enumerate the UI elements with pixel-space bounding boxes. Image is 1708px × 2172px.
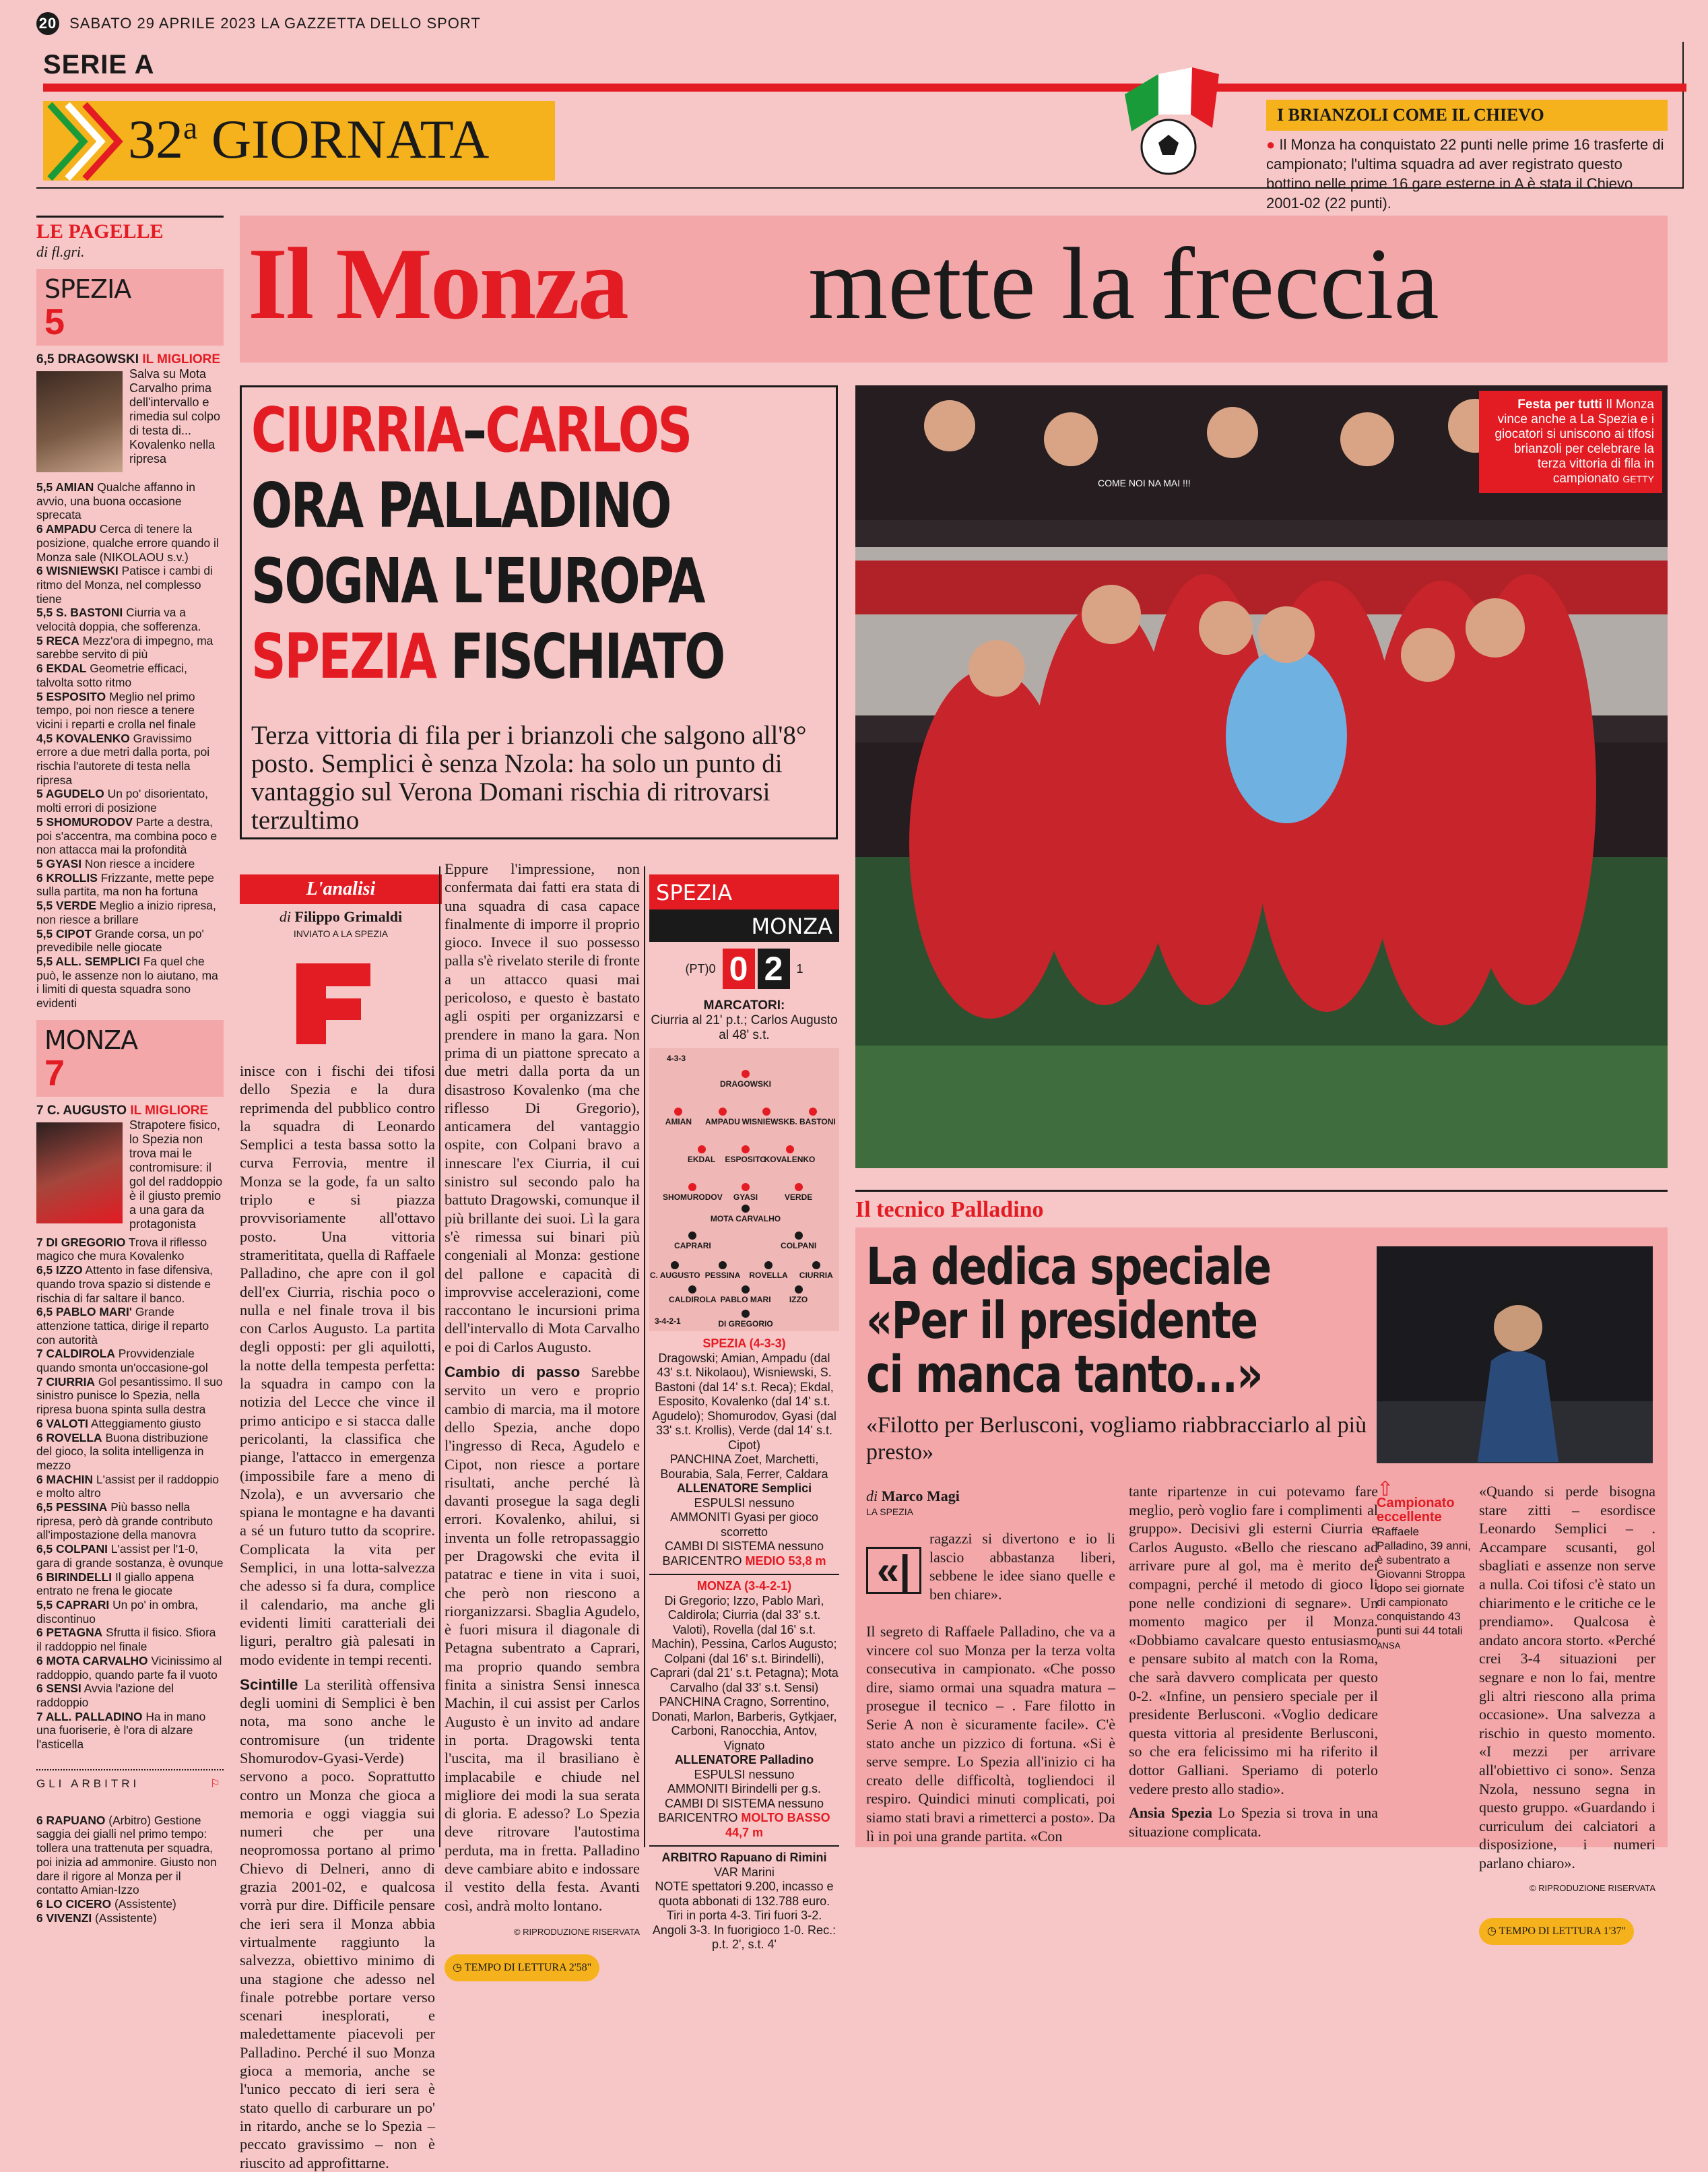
rating-item: 5 ESPOSITO Meglio nel primo tempo, poi non riesce a tenere vicini i reparti e crolla nel finale — [36, 689, 196, 731]
player-name: C. AUGUSTO — [649, 1271, 700, 1280]
player-name: PABLO MARI — [720, 1295, 771, 1304]
main-title-red: Il Monza — [248, 227, 627, 340]
analysis-label: L'analisi — [240, 874, 442, 904]
whistle-icon: ⚐ — [209, 1777, 224, 1790]
player-dot — [742, 1145, 750, 1153]
player-name: WISNIEWSKI — [742, 1117, 792, 1126]
player-name: AMPADU — [705, 1117, 740, 1126]
player-name: CIURRIA — [799, 1271, 833, 1280]
celebration-photo — [855, 385, 1668, 1168]
player-name: ESPOSITO — [725, 1155, 766, 1164]
player-photo — [36, 371, 123, 472]
clock-icon: ◷ — [453, 1962, 465, 1974]
headline-subtitle: Terza vittoria di fila per i brianzoli che salgono all'8° posto. Semplici è senza Nzola: ha solo un punto di vantaggio sul Verona Domani rischia di ritrovarsi terzultimo — [251, 721, 807, 835]
rating-item: 6 VIVENZI (Assistente) — [36, 1911, 157, 1925]
player-name: SHOMURODOV — [663, 1192, 723, 1202]
player-dot — [809, 1108, 817, 1116]
sidebar-box-title: I BRIANZOLI COME IL CHIEVO — [1266, 100, 1668, 131]
rating-item: 6 WISNIEWSKI Patisce i cambi di ritmo del Monza, nel complesso tiene — [36, 564, 213, 606]
column-rule — [439, 866, 440, 1847]
folio-text: SABATO 29 APRILE 2023 LA GAZZETTA DELLO SPORT — [69, 15, 481, 32]
team-name: SPEZIA — [44, 274, 131, 304]
rating-item: 5 SHOMURODOV Parte a destra, poi s'accentra, ma combina poco e non attacca mai la profondità — [36, 814, 218, 857]
coach-column-1b: Il segreto di Raffaele Palladino, che va a vincere col suo Monza per la terza volta consecutiva in campionato. «Che posso dire, siamo ormai una squadra matura – prosegue il tecnico – . Fare filotto in Serie A non è sicuramente facile». C'è stato anche un pizzico di fortuna. «Si è serve sempre. Lo Spezia all'inizio ci ha creato delle difficoltà, togliendoci il respiro. Quindici minuti complicati, poi siamo stati bravi a rimetterci a posto». Da lì in poi una grande partita. «Con — [866, 1623, 1115, 1845]
rating-item: 5,5 AMIAN Qualche affanno in avvio, una buona occasione sprecata — [36, 480, 195, 522]
headline-line-4: SPEZIA FISCHIATO — [251, 620, 724, 693]
pagelle-column — [36, 216, 224, 1925]
rating-item: 6 KROLLIS Frizzante, mette pepe sulla partita, ma non ha fortuna — [36, 870, 214, 899]
player-dot — [688, 1232, 696, 1240]
rating-item: 6 RAPUANO (Arbitro) Gestione saggia dei gialli nel primo tempo: tollera una trattenuta per squadra, poi inizia ad ammonire. Giusto non dare il rigore al Monza per il contatto Amian-Izzo — [36, 1813, 217, 1897]
scorers: MARCATORI: Ciurria al 21' p.t.; Carlos Augusto al 48' s.t. — [651, 998, 838, 1042]
column-rule — [644, 866, 645, 1847]
pagelle-byline: di fl.gri. — [36, 243, 85, 260]
arrow-up-icon: ⇧ — [1377, 1478, 1394, 1500]
italy-chevron-icon — [43, 98, 124, 185]
rating-item: 5 GYASI Non riesce a incidere — [36, 856, 195, 870]
rating-item: 6 BIRINDELLI Il giallo appena entrato ne frena le giocate — [36, 1570, 194, 1598]
monza-ratings-list — [36, 1232, 224, 1752]
fan-banner-text: COME NOI NA MAI !!! — [1098, 478, 1191, 488]
reading-time: ◷ TEMPO DI LETTURA 2'58" — [445, 1954, 599, 1981]
best-player: 6,5 DRAGOWSKI IL MIGLIORE — [36, 352, 221, 366]
quote-icon: «| — [866, 1547, 921, 1594]
coach-place: LA SPEZIA — [866, 1506, 914, 1517]
rating-item: 7 CIURRIA Gol pesantissimo. Il suo sinistro punisce lo Spezia, nella ripresa buona spinta sulla destra — [36, 1374, 223, 1417]
player-name: GYASI — [733, 1192, 758, 1202]
coach-headline: La dedica speciale «Per il presidente ci manca tanto...» — [866, 1236, 1271, 1404]
player-dot — [812, 1261, 820, 1269]
player-dot — [671, 1261, 679, 1269]
rating-item: 6 MOTA CARVALHO Vicinissimo al raddoppio, quando parte fa il vuoto — [36, 1653, 222, 1682]
rating-item: 6,5 PABLO MARI' Grande attenzione tattica, dirige il reparto con autorità — [36, 1305, 209, 1347]
player-name: COLPANI — [781, 1241, 817, 1250]
player-dot — [762, 1108, 770, 1116]
rating-item: 6 AMPADU Cerca di tenere la posizione, qualche errore quando il Monza sale (NIKOLAOU s.v.) — [36, 522, 219, 564]
coach-subtitle: «Filotto per Berlusconi, vogliamo riabbracciarlo al più presto» — [866, 1413, 1367, 1465]
player-dot — [698, 1145, 706, 1153]
reading-time: ◷ TEMPO DI LETTURA 1'37" — [1479, 1918, 1634, 1945]
away-team-tab: MONZA — [649, 909, 839, 942]
match-notes: ARBITRO Rapuano di Rimini VAR Marini NOTE spettatori 9.200, incasso e quota abbonati di 132.788 euro. Tiri in porta 4-3. Tiri fuori 3-2. Angoli 3-3. In fuorigioco 1-0. Rec.: p.t. 2', s.t. 4' — [649, 1845, 839, 1952]
coach-stat-box: ⇧ Campionato eccellente Raffaele Palladino, 39 anni, è subentrato a Giovanni Stroppa dopo sei giornate di campionato conquistando 43 punti sui 44 totali ANSA — [1377, 1478, 1471, 1651]
bullet-icon: ● — [1266, 136, 1280, 153]
spezia-lineup: SPEZIA (4-3-3) Dragowski; Amian, Ampadu (dal 43' s.t. Nikolaou), Wisniewski, S. Bastoni (dal 14' s.t. Reca); Ekdal, Esposito, Kovalenko (dal 14' s.t. Agudelo); Shomurodov, Gyasi (dal 33' s.t. Krollis), Verde (dal 14' s.t. Cipot) PANCHINA Zoet, Marchetti, Bourabia, Sala, Ferrer, Caldara ALLENATORE Semplici ESPULSI nessuno AMMONITI Gyasi per gioco scorretto CAMBI DI SISTEMA nessuno BARICENTRO MEDIO 53,8 m — [652, 1337, 836, 1568]
player-name: VERDE — [784, 1192, 813, 1202]
player-name: DRAGOWSKI — [720, 1079, 771, 1089]
rating-item: 6,5 PESSINA Più basso nella ripresa, però dà grande contributo all'impostazione della manovra — [36, 1500, 213, 1542]
home-module: 4-3-3 — [667, 1054, 686, 1063]
home-goals: 0 — [723, 949, 755, 989]
player-name: CAPRARI — [674, 1241, 711, 1250]
headline-line-2: ORA PALLADINO — [251, 470, 671, 542]
match-box — [649, 874, 839, 1952]
player-dot — [795, 1183, 803, 1191]
player-dot — [764, 1261, 773, 1269]
player-dot — [719, 1108, 727, 1116]
player-name: EKDAL — [687, 1155, 716, 1164]
coach-section-title: Il tecnico Palladino — [855, 1190, 1668, 1223]
rating-item: 5,5 VERDE Meglio a inizio ripresa, non riesce a brillare — [36, 899, 216, 926]
main-title-black: mette la freccia — [808, 227, 1439, 340]
round-title: 32$^a$ GIORNATA — [128, 108, 490, 170]
league-label: SERIE A — [43, 50, 155, 79]
player-dot — [742, 1070, 750, 1078]
spezia-ratings-list — [36, 476, 224, 1011]
best-player-desc: Salva su Mota Carvalho prima dell'intervallo e rimedia sul colpo di testa di... Kovalenko nella ripresa — [129, 367, 221, 466]
player-name: PESSINA — [704, 1271, 741, 1280]
analysis-column-2: Eppure l'impressione, non confermata dai fatti era stata di una squadra di casa capace finalmente di imporre il proprio gioco. Invece il suo possesso palla s'è rivelato sterile di fronte a un attacco quasi mai pericoloso, e questo è bastato agli ospiti per organizzarsi e prendere in mano la gara. Non prima di un piattone sprecato a due metri dalla porta da un disastroso Kovalenko (ma che riflesso Di Gregorio), anticamera del vantaggio ospite, con Colpani bravo a innescare l'ex Ciurria, il cui sinistro sul secondo palo ha battuto Dragowski, comunque il più brillante dei suoi. Lì la gara s'è rimessa sui binari più congeniali al Monza: gestione del pallone e capacità di improvvise accelerazioni, come raccontano le incursioni prima dell'intervallo di Mota Carvalho e poi di Carlos Augusto. Cambio di passo Sarebbe servito un vero e proprio cambio di marcia, ma il motore dello Spezia, anche dopo l'ingresso di Reca, Agudelo e Cipot, non riesce a portare risultati, anche perché là davanti prosegue la saga degli errori. Kovalenko, ahilui, si inventa un folle retropassaggio per Dragowski che evita il patatrac e tiene in vita i suoi, che però non riescono a riorganizzarsi. Sbaglia Agudelo, è fuori misura il diagonale di Petagna subentrato a Caprari, ma proprio quando sembra finita a sinistra Sensi innesca Machin, il cui assist per Carlos Augusto è un invito ad andare in porta. Dragowski tenta l'uscita, ma il brasiliano è implacabile e chiude nel migliore dei modi la sua serata di gloria. E adesso? Lo Spezia deve ritrovare l'autostima perduta, ma in fretta. Palladino deve cambiare abito e indossare il vestito della festa. Avanti così, andrà molto lontano. © RIPRODUZIONE RISERVATA ◷ TEMPO DI LETTURA 2'58" — [445, 860, 640, 1981]
rating-item: 6 MACHIN L'assist per il raddoppio e molto altro — [36, 1472, 220, 1500]
player-dot — [795, 1232, 803, 1240]
rating-item: 6 LO CICERO (Assistente) — [36, 1896, 176, 1911]
sidebar-box-text: ● Il Monza ha conquistato 22 punti nelle prime 16 trasferte di campionato; l'ultima squadra ad aver registrato questo bottino nelle prime 16 gare esterne in A è stata il Chievo 2001-02 (22 punti). — [1266, 136, 1664, 212]
team-name: MONZA — [44, 1025, 138, 1055]
header-red-line — [43, 84, 1686, 92]
player-dot — [742, 1205, 750, 1213]
rating-item: 7 CALDIROLA Provvidenziale quando smonta un'occasione-gol — [36, 1347, 208, 1375]
player-dot — [742, 1310, 750, 1318]
scoreboard: (PT) 0 0 2 1 — [685, 950, 803, 988]
coach-photo — [1377, 1246, 1653, 1463]
formation-field — [649, 1048, 839, 1331]
rating-item: 5 RECA Mezz'ora di impegno, ma sarebbe servito di più — [36, 633, 214, 662]
player-name: DI GREGORIO — [718, 1319, 773, 1329]
away-goals: 2 — [758, 949, 790, 989]
headline-line-3: SOGNA L'EUROPA — [251, 545, 704, 617]
player-dot — [688, 1183, 696, 1191]
player-dot — [674, 1108, 682, 1116]
football-flag-icon — [1111, 67, 1233, 182]
player-name: S. BASTONI — [789, 1117, 836, 1126]
player-name: CALDIROLA — [669, 1295, 717, 1304]
rating-item: 5,5 CAPRARI Un po' in ombra, discontinuo — [36, 1598, 199, 1626]
dropcap-f — [296, 963, 370, 1044]
rating-item: 6 ROVELLA Buona distribuzione del gioco, la solita intelligenza in mezzo — [36, 1430, 209, 1472]
team-score: 5 — [44, 302, 65, 342]
analysis-role: INVIATO A LA SPEZIA — [293, 928, 389, 939]
rating-item: 6,5 IZZO Attento in fase difensiva, quando trova spazio si distende e rischia di far saltare il banco. — [36, 1263, 213, 1305]
clock-icon: ◷ — [1487, 1925, 1499, 1938]
pagelle-title: LE PAGELLE — [36, 216, 224, 243]
spezia-rating-box — [36, 269, 224, 346]
monza-rating-box — [36, 1020, 224, 1097]
rating-item: 6,5 COLPANI L'assist per l'1-0, gara di grande sostanza, è ovunque — [36, 1542, 224, 1570]
coach-byline: di Marco Magi — [866, 1488, 960, 1504]
rating-item: 4,5 KOVALENKO Gravissimo errore a due metri dalla porta, poi rischia l'autorete di testa nella ripresa — [36, 731, 210, 787]
photo-caption: Festa per tutti Il Monza vince anche a La Spezia e i giocatori si uniscono ai tifosi brianzoli per celebrare la terza vittoria di fila in campionato GETTY — [1479, 391, 1662, 493]
player-name: ROVELLA — [749, 1271, 788, 1280]
player-dot — [688, 1285, 696, 1293]
coach-column-2: tante ripartenze in cui potevamo fare meglio, però voglio fare i complimenti al gruppo». Decisivi gli esterni Ciurria e Carlos Augusto. «Bello che riescano ad arrivare pure al gol, ma è merito dei compagni, perché il metodo di gioco li pone nelle condizioni di segnare». Un momento magico per il Monza. «Dobbiamo cavalcare questo entusiasmo e pensare subito al match con la Roma, che sarà davvero complicata per questo 0-2. «Infine, un pensiero speciale per il presidente Berlusconi. «Voglio dedicare questa vittoria al presidente Berlusconi, so che era felicissimo mi ha riferito il dottor Galliani. Speriamo di poterlo vedere presto allo stadio». Ansia Spezia Lo Spezia si trova in una situazione complicata. — [1129, 1483, 1379, 1840]
best-player: 7 C. AUGUSTO IL MIGLIORE — [36, 1103, 209, 1118]
player-dot — [786, 1145, 794, 1153]
player-dot — [742, 1183, 750, 1191]
player-name: KOVALENKO — [764, 1155, 816, 1164]
away-module: 3-4-2-1 — [655, 1316, 681, 1326]
rating-item: 6 PETAGNA Sfrutta il fisico. Sfiora il raddoppio nel finale — [36, 1626, 216, 1654]
team-score: 7 — [44, 1052, 65, 1093]
best-player-desc: Strapotere fisico, lo Spezia non trova mai le contromisure: il gol del raddoppio è il giusto premio a una gara da protagonista — [129, 1118, 223, 1231]
rating-item: 5,5 S. BASTONI Ciurria va a velocità doppia, che sofferenza. — [36, 606, 201, 634]
rating-item: 5,5 CIPOT Grande corsa, un po' prevedibile nelle giocate — [36, 926, 204, 955]
rating-item: 5 AGUDELO Un po' disorientato, molti errori di posizione — [36, 787, 208, 815]
rating-item: 6 SENSI Avvia l'azione del raddoppio — [36, 1682, 174, 1709]
folio — [36, 12, 481, 35]
home-team-tab: SPEZIA — [649, 874, 839, 909]
coach-column-1a: ragazzi si divertono e io li lascio abbastanza liberi, sebbene le idee siano quelle e ben chiare». — [929, 1530, 1115, 1603]
rating-item: 5,5 ALL. SEMPLICI Fa quel che può, le assenze non lo aiutano, ma i limiti di questa squadra sono evidenti — [36, 954, 218, 1011]
player-name: MOTA CARVALHO — [710, 1214, 781, 1223]
rating-item: 7 DI GREGORIO Trova il riflesso magico che mura Kovalenko — [36, 1235, 207, 1263]
referees-heading: GLI ARBITRI ⚐ — [36, 1769, 224, 1791]
player-dot — [742, 1285, 750, 1293]
player-dot — [719, 1261, 727, 1269]
rating-item: 7 ALL. PALLADINO Ha in mano una fuoriserie, è l'ora di alzare l'asticella — [36, 1709, 206, 1752]
player-name: IZZO — [789, 1295, 808, 1304]
page-number: 20 — [36, 12, 59, 35]
analysis-byline: di Filippo Grimaldi — [279, 908, 403, 925]
headline-box — [240, 385, 838, 839]
analysis-column-1: inisce con i fischi dei tifosi dello Spezia e la dura reprimenda del pubblico contro la squadra di Leonardo Semplici a testa bassa sotto la curva Ferrovia, mentre il Monza se la gode, fa un salto triplo e si piazza provvisoriamente all'ottavo posto. Una vittoria stramerititata, quella di Raffaele Palladino, che apre con il gol dell'ex Ciurria, rischia poco o nulla e nel finale trova il bis con Carlos Augusto. La partita degli opposti: per gli aquilotti, la notte della tempesta perfetta: la squadra in campo con la notizia del Lecce che vince il primo anticipo e si stacca dalle pericolanti, la classifica che piange, l'attacco in emergenza (impossibile fare a meno di Nzola), e un avversario che spiana le montagne e ha davanti a sé un futuro tutto da scoprire. Complicata la vita per Semplici, in una lotta-salvezza che adesso si fa dura, complice il calendario, ma anche gli evidenti limiti caratteriali dei liguri, peraltro già palesati in modo evidente in tempi recenti. Scintille La sterilità offensiva degli uomini di Semplici è ben nota, ma sono anche le contromisure (un tridente Shomurodov-Gyasi-Verde) servono a poco. Soprattutto contro un Monza che gioca a memoria e oggi viaggia sui numeri che per una neopromossa portano al primo Chievo di Delneri, anno di grazia 2001-02, e qualcosa vorrà pur dire. Difficile pensare che ieri sera il Monza abbia virtualmente raggiunto la salvezza, obiettivo minimo di una stagione che adesso nel finale potrebbe portare verso scenari inesplorati, e maledettamente piacevoli per Palladino. Perché il suo Monza gioca a memoria, anche se l'unico peccato di ieri sera è stato quello di carburare un po' in ritardo, anche se lo Spezia – peccato gravissimo – non è riuscito ad approfittarne. — [240, 1062, 435, 2171]
player-dot — [795, 1285, 803, 1293]
rating-item: 6 VALOTI Atteggiamento giusto — [36, 1416, 201, 1430]
monza-lineup: MONZA (3-4-2-1) Di Gregorio; Izzo, Pablo Marì, Caldirola; Ciurria (dal 33' s.t. Valoti), Rovella (dal 16' s.t. Machin), Pessina, Carlos Augusto; Colpani (dal 16' s.t. Birindelli), Caprari (dal 21' s.t. Petagna); Mota Carvalho (dal 33' s.t. Sensi) PANCHINA Cragno, Sorrentino, Donati, Marlon, Barberis, Gytkjaer, Carboni, Ranocchia, Antov, Vignato ALLENATORE Palladino ESPULSI nessuno AMMONITI Birindelli per g.s. CAMBI DI SISTEMA nessuno BARICENTRO MOLTO BASSO 44,7 m — [649, 1574, 839, 1840]
player-name: AMIAN — [665, 1117, 692, 1126]
referees-list — [36, 1814, 224, 1925]
rating-item: 6 EKDAL Geometrie efficaci, talvolta sotto ritmo — [36, 662, 187, 689]
headline-line-1: CIURRIA–CARLOS — [251, 394, 691, 466]
player-photo — [36, 1122, 123, 1223]
coach-column-3: «Quando si perde bisogna stare zitti – esordisce Leonardo Semplici – . Accampare scusanti, gol sbagliati e assenze non serve a nulla. Coi tifosi c'è stato un chiarimento e le critiche ce le prendiamo». Qualcosa è andato ancora storto. «Perché crei 3-4 situazioni per segnare e non lo fai, mentre gli altri riescono alla prima occasione». Una salvezza a rischio in questo momento. «I mezzi per arrivare all'obiettivo ci sono». Senza Nzola, nessuno segna in questo gruppo. «Guardando i curriculum dei calciatori a disposizione, i numeri parlano chiaro». © RIPRODUZIONE RISERVATA ◷ TEMPO DI LETTURA 1'37" — [1479, 1482, 1655, 1945]
